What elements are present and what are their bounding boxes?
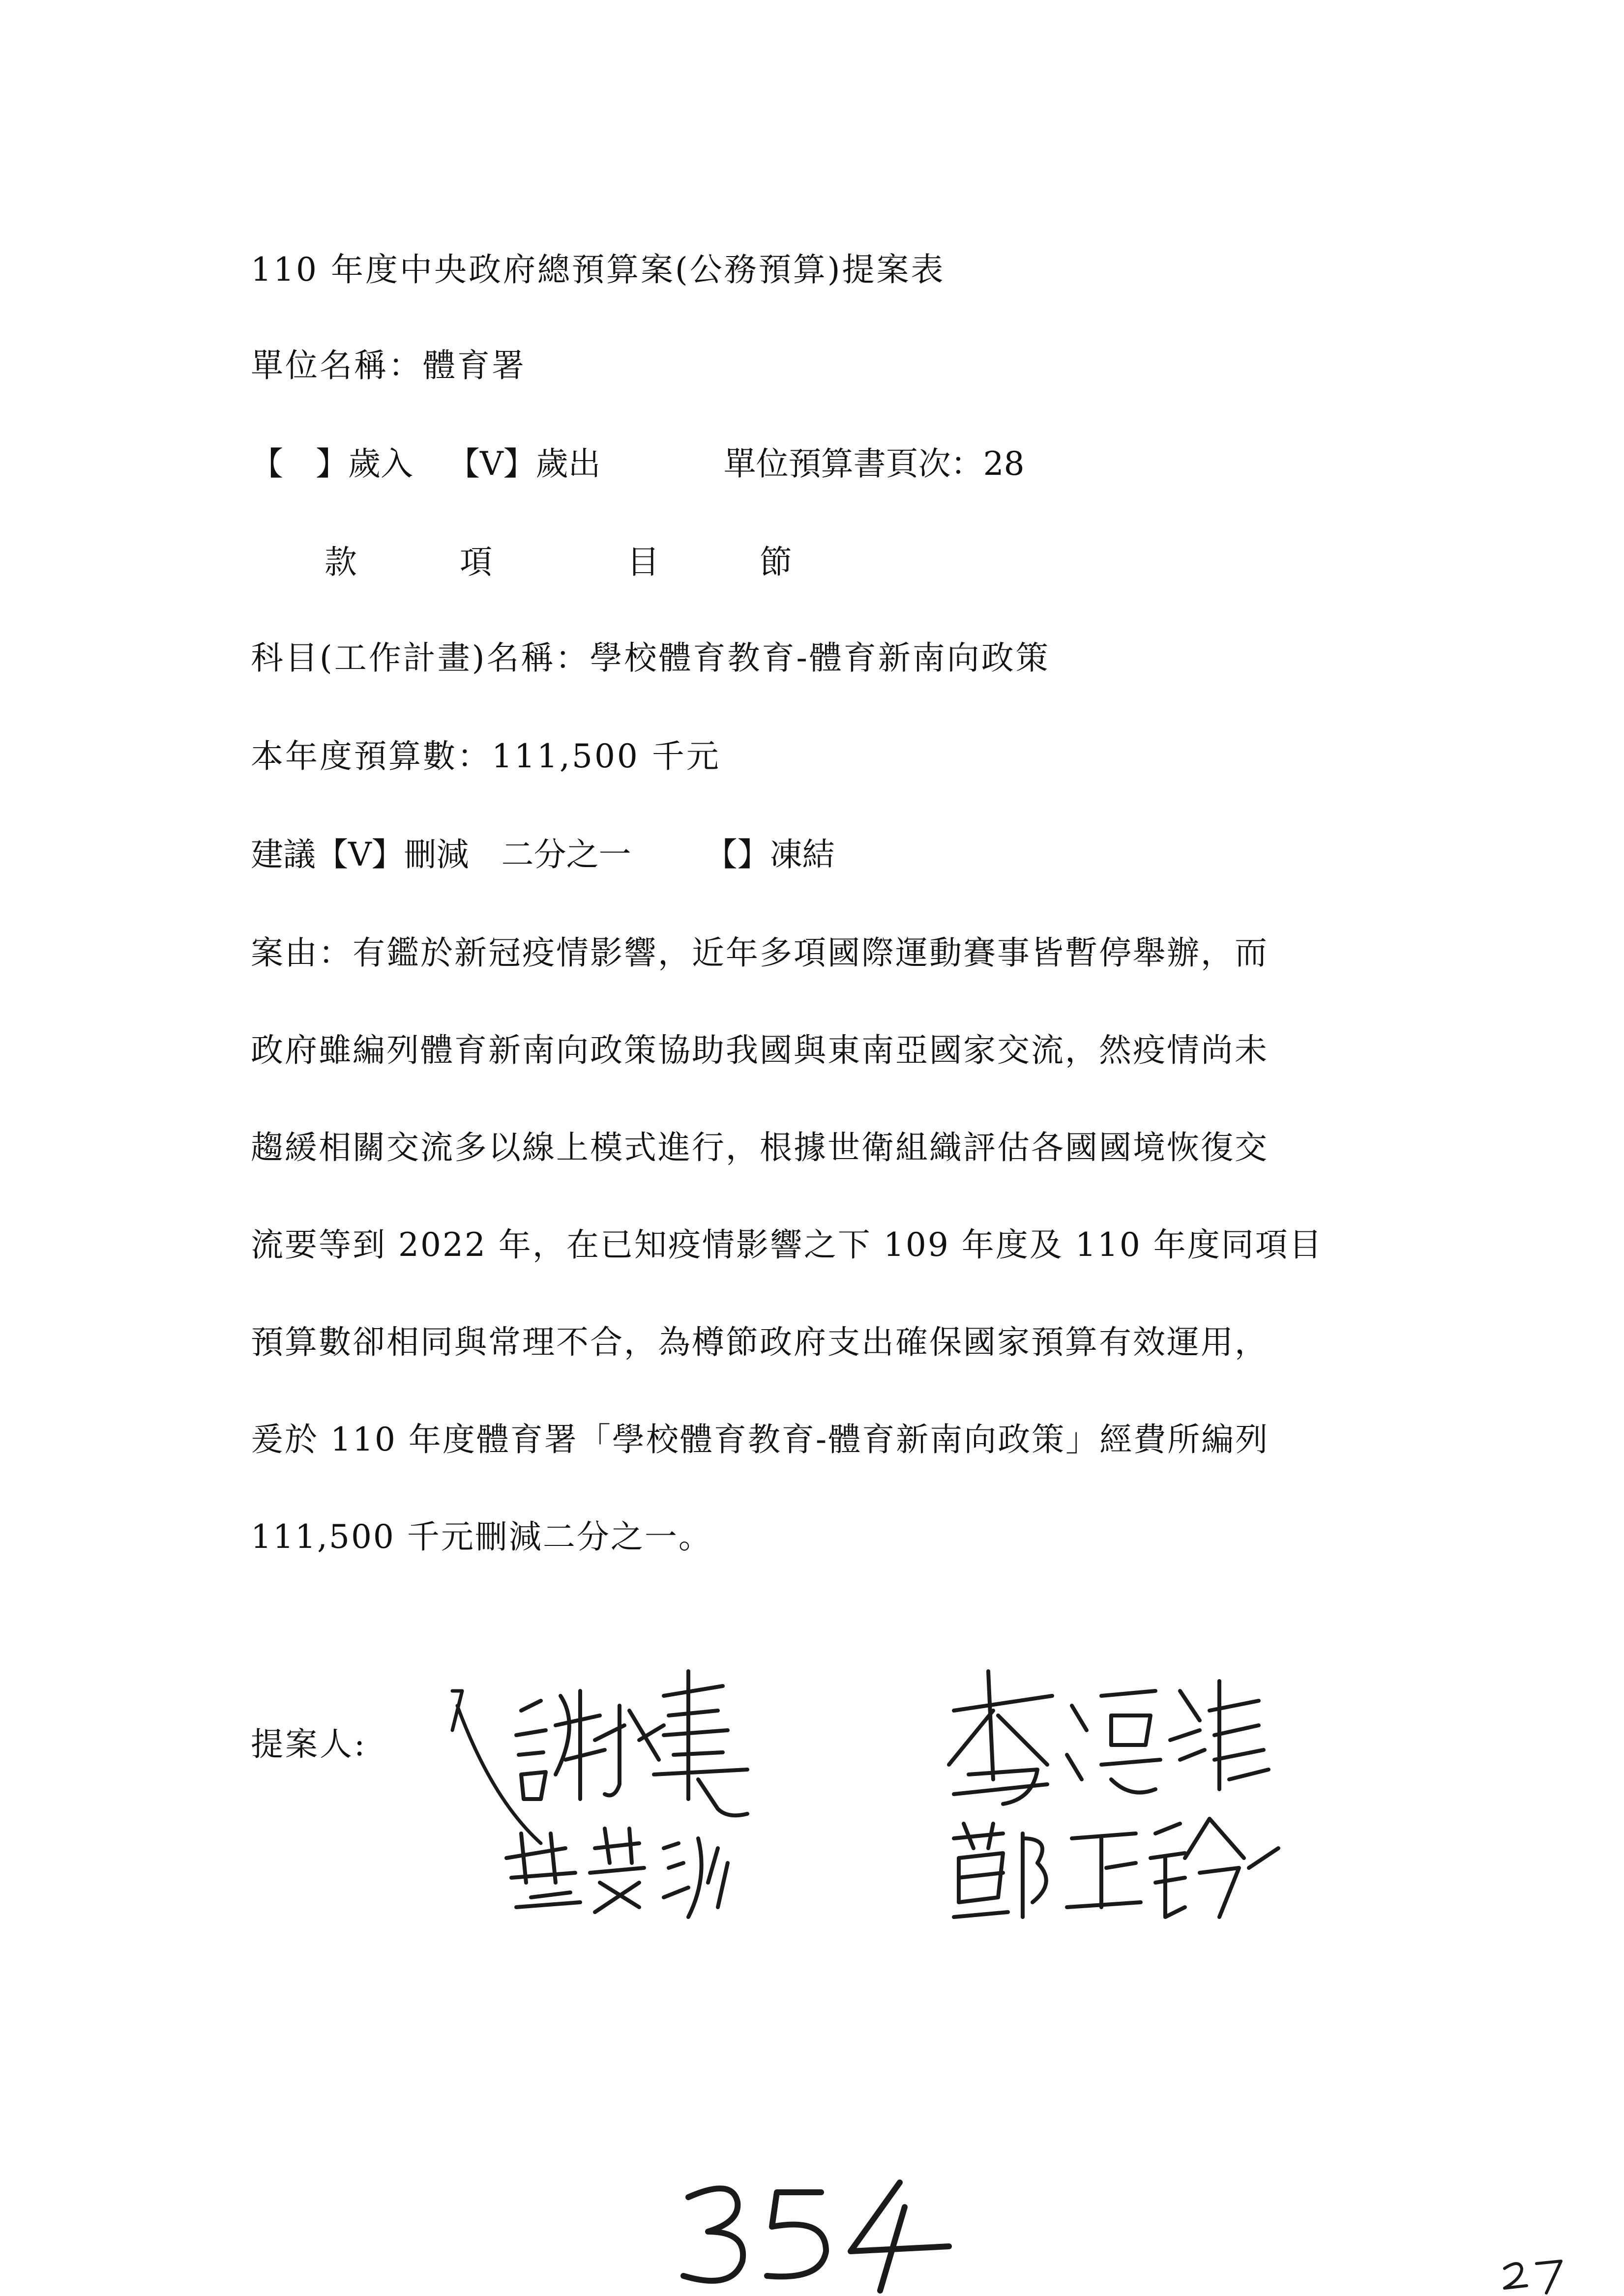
unit-name: 單位名稱：體育署 (251, 347, 526, 384)
signature-block-right (924, 1652, 1308, 1927)
proposer-label: 提案人: (251, 1725, 367, 1763)
budget-type-row (251, 442, 1025, 486)
signature-li-dewei (949, 1671, 1269, 1804)
account-level-kuan: 款 (325, 543, 357, 581)
reason-line-3: 趨緩相關交流多以線上模式進行，根據世衛組織評估各國國境恢復交 (251, 1129, 1269, 1166)
reason-line-7: 111,500 千元刪減二分之一。 (251, 1518, 712, 1556)
revenue-checkbox-label: 【 】歲入 (251, 445, 413, 483)
reason-line-5: 預算數卻相同與常理不合，為樽節政府支出確保國家預算有效運用， (251, 1323, 1269, 1361)
corner-handwritten-number (1500, 2256, 1568, 2296)
signature-xu-shuihua (516, 1671, 747, 1815)
page-reference: 單位預算書頁次：28 (723, 445, 1025, 483)
signature-zheng-zhengqian (954, 1819, 1278, 1917)
reason-line-6: 爰於 110 年度體育署「學校體育教育-體育新南向政策」經費所編列 (251, 1421, 1270, 1458)
document-title: 110 年度中央政府總預算案(公務預算)提案表 (251, 251, 945, 289)
reason-line-2: 政府雖編列體育新南向政策協助我國與東南亞國家交流，然疫情尚未 (251, 1031, 1269, 1069)
expenditure-checkbox-label: 【V】歲出 (447, 445, 601, 483)
suggestion-row (251, 833, 835, 876)
account-level-jie: 節 (760, 543, 792, 581)
account-level-mu: 目 (627, 543, 659, 581)
account-level-xiang: 項 (460, 543, 492, 581)
account-levels (325, 541, 792, 584)
suggest-freeze: 【】凍結 (705, 836, 835, 873)
reason-line-1: 案由：有鑑於新冠疫情影響，近年多項國際運動賽事皆暫停舉辦，而 (251, 934, 1269, 972)
subject-name: 科目(工作計畫)名稱：學校體育教育-體育新南向政策 (251, 639, 1050, 677)
signature-block-left (433, 1652, 875, 1927)
budget-amount: 本年度預算數：111,500 千元 (251, 737, 721, 775)
handwritten-page-number (679, 2178, 954, 2291)
reason-line-4: 流要等到 2022 年，在已知疫情影響之下 109 年度及 110 年度同項目 (251, 1226, 1323, 1264)
suggest-cut: 建議【V】刪減 二分之一 (251, 836, 631, 873)
